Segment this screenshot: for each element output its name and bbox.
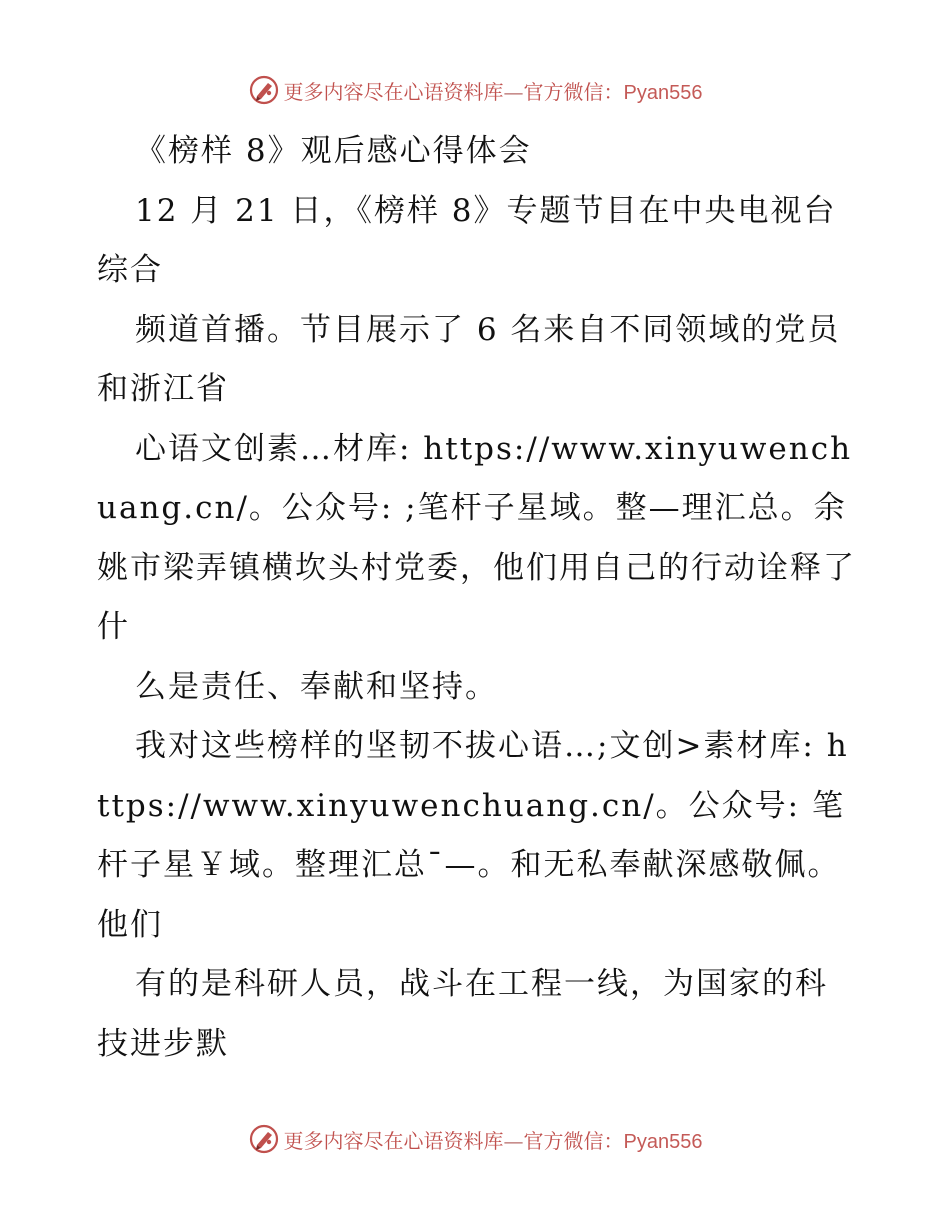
banner-brand: 更多内容尽在心语资料库 <box>283 79 504 104</box>
banner-separator: — <box>503 1128 524 1153</box>
banner-wechat-label: 官方微信： <box>523 79 624 104</box>
footer-banner <box>0 1121 950 1157</box>
paragraph: 心语文创素…材库: https://www.xinyuwenchuang.cn/。公众号: ;笔杆子星域。整—理汇总。余姚市梁弄镇横坎头村党委，他们用自己的行动诠释了什 <box>97 430 856 645</box>
banner-wechat-id: Pyan556 <box>623 1130 703 1153</box>
banner-wechat-label: 官方微信： <box>523 1128 624 1153</box>
pen-logo-icon <box>248 74 280 106</box>
pen-logo-icon <box>248 1123 280 1155</box>
document-body <box>97 122 857 1074</box>
paragraph: 有的是科研人员，战斗在工程一线，为国家的科技进步默 <box>97 966 828 1062</box>
banner-wechat-id: Pyan556 <box>623 81 703 104</box>
paragraph: 频道首播。节目展示了 6 名来自不同领域的党员和浙江省 <box>97 311 841 407</box>
document-title: 《榜样 8》观后感心得体会 <box>135 133 532 169</box>
banner-brand: 更多内容尽在心语资料库 <box>283 1128 504 1153</box>
paragraph: 么是责任、奉献和坚持。 <box>135 668 498 705</box>
banner-separator: — <box>503 79 524 104</box>
paragraph: 我对这些榜样的坚韧不拔心语…;文创>素材库: https://www.xinyuwenchuang.cn/。公众号: 笔杆子星￥域。整理汇总¯—。和无私奉献深感敬佩。他们 <box>97 728 849 943</box>
header-banner <box>0 72 950 108</box>
paragraph: 12 月 21 日，《榜样 8》专题节目在中央电视台综合 <box>97 192 837 288</box>
